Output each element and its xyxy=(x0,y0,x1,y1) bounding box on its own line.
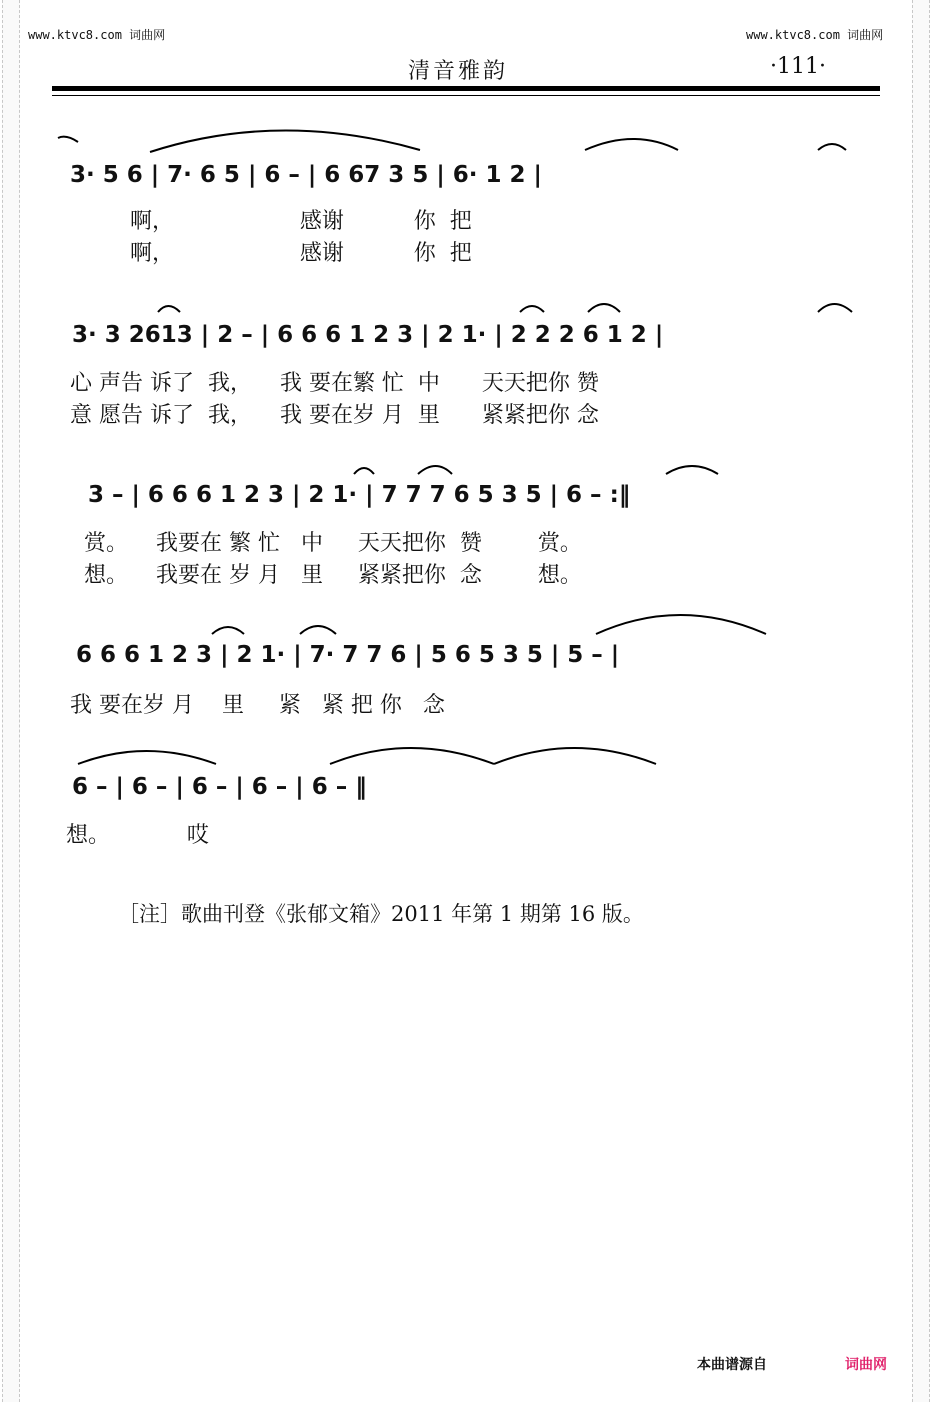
brand-link[interactable]: 词曲网 xyxy=(845,1357,887,1373)
lyric-line-3a: 赏。 我要在 繁 忙 中 天天把你 赞 赏。 xyxy=(84,531,582,556)
lyric-line-1a: 啊， 感谢 你 把 xyxy=(130,209,472,234)
footnote: ［注］歌曲刊登《张郁文箱》2011 年第 1 期第 16 版。 xyxy=(118,902,644,926)
lyric-line-1b: 啊， 感谢 你 把 xyxy=(130,241,472,266)
lyric-line-5a: 想。 哎 xyxy=(66,823,209,848)
notation-line-3: 3 – | 6 6 6 1 2 3 | 2 1· | 7 7 7 6 5 3 5 | 6 – :‖ xyxy=(88,482,631,508)
page-number: ·111· xyxy=(770,54,826,79)
lyric-line-3b: 想。 我要在 岁 月 里 紧紧把你 念 想。 xyxy=(84,563,582,588)
left-watermark-strip xyxy=(2,0,20,1402)
header-url-right[interactable]: www.ktvc8.com 词曲网 xyxy=(746,28,884,42)
lyric-line-2a: 心 声告 诉了 我， 我 要在繁 忙 中 天天把你 赞 xyxy=(70,371,599,396)
page-title: 清音雅韵 xyxy=(408,59,509,84)
header-rule-thick xyxy=(52,86,880,91)
header-rule-thin xyxy=(52,95,880,96)
notation-line-4: 6 6 6 1 2 3 | 2 1· | 7· 7 7 6 | 5 6 5 3 5 | 5 – | xyxy=(76,642,620,668)
lyric-line-4a: 我 要在岁 月 里 紧 紧 把 你 念 xyxy=(70,693,445,718)
notation-line-2: 3· 3 2613 | 2 – | 6 6 6 1 2 3 | 2 1· | 2 2 2 6 1 2 | xyxy=(72,322,664,348)
lyric-line-2b: 意 愿告 诉了 我， 我 要在岁 月 里 紧紧把你 念 xyxy=(70,403,599,428)
notation-line-1: 3· 5 6 | 7· 6 5 | 6 – | 6 67 3 5 | 6· 1 2 | xyxy=(70,162,542,188)
header-url-left[interactable]: www.ktvc8.com 词曲网 xyxy=(28,28,166,42)
source-label: 本曲谱源自 xyxy=(697,1357,767,1373)
notation-line-5: 6 – | 6 – | 6 – | 6 – | 6 – ‖ xyxy=(72,774,367,800)
right-watermark-strip xyxy=(912,0,930,1402)
